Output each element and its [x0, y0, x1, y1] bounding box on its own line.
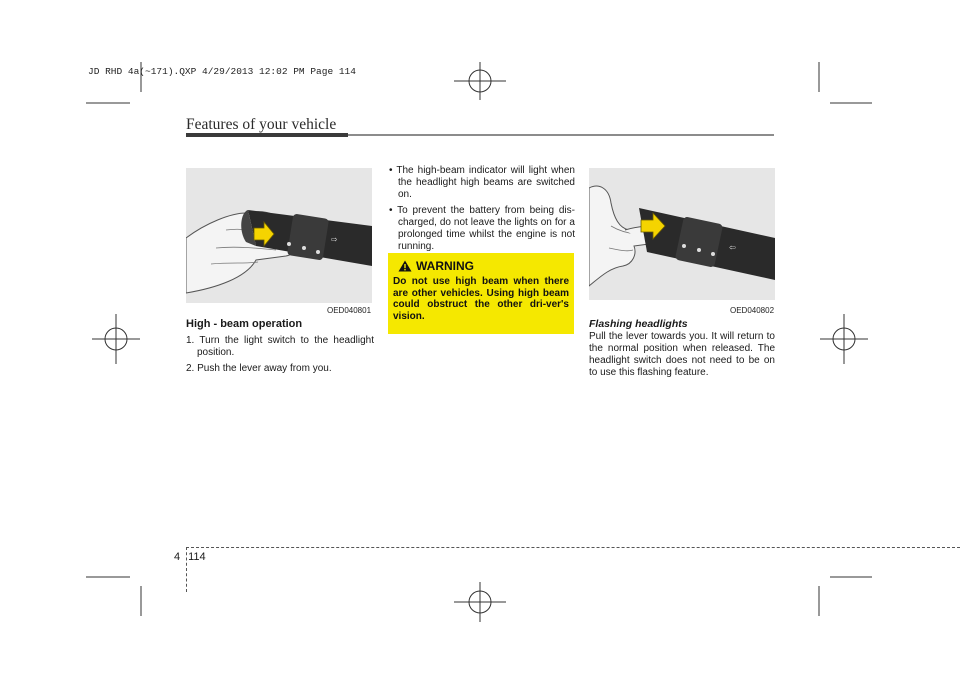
warning-text: Do not use high beam when there are other vehicles. Using high beam could obstruct the other dri-ver's vision. — [393, 276, 569, 322]
warning-title: WARNING — [416, 259, 474, 273]
page-header-title: Features of your vehicle — [186, 116, 337, 133]
footer-rule — [186, 547, 960, 548]
warning-box — [388, 253, 574, 334]
body-text: Pull the lever towards you. It will return to the normal position when released. The headlight switch does not need to be on to use this flashing feature. — [589, 331, 775, 378]
svg-text:⇦: ⇦ — [729, 243, 736, 252]
step-list — [186, 335, 374, 379]
section-number: 4 — [174, 551, 181, 563]
flashing-headlights-photo — [589, 168, 775, 300]
page-number — [174, 551, 206, 563]
bullet-list — [389, 165, 575, 257]
warning-icon — [398, 260, 412, 272]
svg-text:⇨: ⇨ — [331, 235, 338, 244]
list-item: • The high-beam indicator will light when the headlight high beams are switched on. — [389, 165, 575, 200]
printer-slug: JD RHD 4a(~171).QXP 4/29/2013 12:02 PM Page 114 — [88, 66, 356, 77]
header-rule — [348, 134, 774, 136]
photo-code: OED040802 — [730, 306, 775, 315]
high-beam-photo — [186, 168, 372, 303]
list-item: 2. Push the lever away from you. — [186, 363, 332, 374]
header-bar — [186, 133, 348, 137]
photo-code: OED040801 — [327, 306, 372, 315]
list-item: • To prevent the battery from being dis-charged, do not leave the lights on for a prolonged time whilst the engine is not running. — [389, 205, 575, 252]
section-title: High - beam operation — [186, 318, 303, 330]
list-item: 1. Turn the light switch to the headlight position. — [186, 335, 374, 358]
page-number-value: 114 — [188, 551, 206, 563]
subhead: Flashing headlights — [589, 318, 688, 330]
